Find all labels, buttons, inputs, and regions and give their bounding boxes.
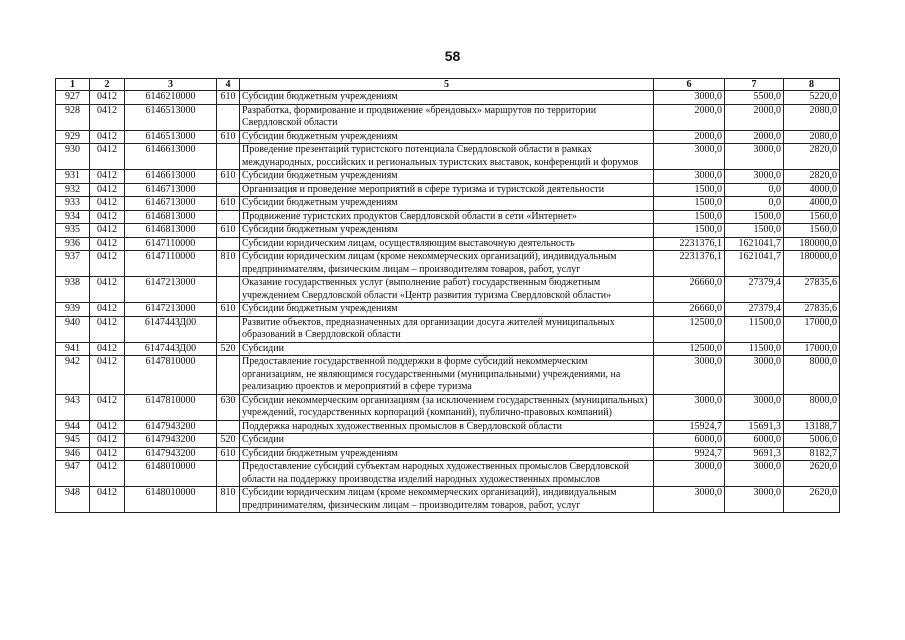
target-code-cell: 6146210000 bbox=[125, 91, 217, 105]
item-name-cell: Предоставление государственной поддержки в форме субсидий некоммерческим организациям, не являющимся государственными (муниципальными) учреждениями, на реализацию проектов и мероприятий в сфере туризма bbox=[240, 356, 654, 395]
table-row bbox=[56, 144, 840, 170]
expense-type-cell bbox=[217, 104, 240, 130]
amount-col7-cell: 1500,0 bbox=[725, 210, 784, 224]
budget-table bbox=[55, 78, 840, 513]
amount-col6-cell: 1500,0 bbox=[654, 183, 725, 197]
item-name-cell: Субсидии бюджетным учреждениям bbox=[240, 197, 654, 211]
target-code-cell: 614744ЗД00 bbox=[125, 316, 217, 342]
section-code-cell: 0412 bbox=[90, 316, 125, 342]
table-row bbox=[56, 434, 840, 448]
table-row bbox=[56, 394, 840, 420]
item-name-cell: Субсидии бюджетным учреждениям bbox=[240, 130, 654, 144]
amount-col8-cell: 17000,0 bbox=[784, 316, 840, 342]
table-row bbox=[56, 461, 840, 487]
amount-col7-cell: 11500,0 bbox=[725, 316, 784, 342]
item-name-cell: Субсидии юридическим лицам (кроме некоммерческих организаций), индивидуальным предпринимателям, физическим лицам – производителям товаров, работ, услуг bbox=[240, 487, 654, 513]
amount-col7-cell: 27379,4 bbox=[725, 303, 784, 317]
amount-col7-cell: 3000,0 bbox=[725, 394, 784, 420]
table-row bbox=[56, 183, 840, 197]
amount-col6-cell: 15924,7 bbox=[654, 420, 725, 434]
target-code-cell: 6146613000 bbox=[125, 144, 217, 170]
row-number-cell: 937 bbox=[56, 251, 90, 277]
header-cell: 3 bbox=[125, 79, 217, 91]
target-code-cell: 6147213000 bbox=[125, 303, 217, 317]
table-row bbox=[56, 303, 840, 317]
item-name-cell: Субсидии юридическим лицам (кроме некоммерческих организаций), индивидуальным предпринимателям, физическим лицам – производителям товаров, работ, услуг bbox=[240, 251, 654, 277]
expense-type-cell: 610 bbox=[217, 447, 240, 461]
row-number-cell: 935 bbox=[56, 224, 90, 238]
table-row bbox=[56, 316, 840, 342]
table-row bbox=[56, 197, 840, 211]
expense-type-cell: 630 bbox=[217, 394, 240, 420]
item-name-cell: Субсидии бюджетным учреждениям bbox=[240, 170, 654, 184]
target-code-cell: 6147810000 bbox=[125, 394, 217, 420]
section-code-cell: 0412 bbox=[90, 356, 125, 395]
item-name-cell: Разработка, формирование и продвижение «брендовых» маршрутов по территории Свердловской области bbox=[240, 104, 654, 130]
amount-col8-cell: 5220,0 bbox=[784, 91, 840, 105]
row-number-cell: 941 bbox=[56, 342, 90, 356]
section-code-cell: 0412 bbox=[90, 251, 125, 277]
section-code-cell: 0412 bbox=[90, 342, 125, 356]
target-code-cell: 6147943200 bbox=[125, 434, 217, 448]
table-row bbox=[56, 237, 840, 251]
amount-col8-cell: 2820,0 bbox=[784, 144, 840, 170]
expense-type-cell: 810 bbox=[217, 487, 240, 513]
expense-type-cell bbox=[217, 316, 240, 342]
expense-type-cell bbox=[217, 183, 240, 197]
target-code-cell: 6146513000 bbox=[125, 104, 217, 130]
table-row bbox=[56, 342, 840, 356]
amount-col8-cell: 180000,0 bbox=[784, 237, 840, 251]
amount-col6-cell: 3000,0 bbox=[654, 394, 725, 420]
amount-col6-cell: 6000,0 bbox=[654, 434, 725, 448]
expense-type-cell: 610 bbox=[217, 303, 240, 317]
table-row bbox=[56, 420, 840, 434]
amount-col6-cell: 3000,0 bbox=[654, 91, 725, 105]
item-name-cell: Организация и проведение мероприятий в сфере туризма и туристской деятельности bbox=[240, 183, 654, 197]
section-code-cell: 0412 bbox=[90, 130, 125, 144]
amount-col7-cell: 3000,0 bbox=[725, 170, 784, 184]
row-number-cell: 933 bbox=[56, 197, 90, 211]
expense-type-cell: 610 bbox=[217, 91, 240, 105]
section-code-cell: 0412 bbox=[90, 461, 125, 487]
amount-col8-cell: 8182,7 bbox=[784, 447, 840, 461]
amount-col7-cell: 9691,3 bbox=[725, 447, 784, 461]
amount-col6-cell: 3000,0 bbox=[654, 144, 725, 170]
amount-col8-cell: 2620,0 bbox=[784, 487, 840, 513]
amount-col8-cell: 27835,6 bbox=[784, 303, 840, 317]
amount-col6-cell: 2000,0 bbox=[654, 130, 725, 144]
amount-col6-cell: 3000,0 bbox=[654, 487, 725, 513]
item-name-cell: Субсидии bbox=[240, 434, 654, 448]
amount-col7-cell: 2000,0 bbox=[725, 104, 784, 130]
item-name-cell: Проведение презентаций туристского потенциала Свердловской области в рамках международных, российских и региональных туристских выставок, конференций и форумов bbox=[240, 144, 654, 170]
table-row bbox=[56, 356, 840, 395]
row-number-cell: 945 bbox=[56, 434, 90, 448]
section-code-cell: 0412 bbox=[90, 447, 125, 461]
amount-col6-cell: 9924,7 bbox=[654, 447, 725, 461]
item-name-cell: Субсидии юридическим лицам, осуществляющим выставочную деятельность bbox=[240, 237, 654, 251]
table-row bbox=[56, 277, 840, 303]
amount-col7-cell: 3000,0 bbox=[725, 144, 784, 170]
expense-type-cell: 810 bbox=[217, 251, 240, 277]
target-code-cell: 614744ЗД00 bbox=[125, 342, 217, 356]
expense-type-cell bbox=[217, 420, 240, 434]
target-code-cell: 6147943200 bbox=[125, 447, 217, 461]
target-code-cell: 6146713000 bbox=[125, 183, 217, 197]
amount-col8-cell: 8000,0 bbox=[784, 394, 840, 420]
item-name-cell: Субсидии некоммерческим организациям (за исключением государственных (муниципальных) учреждений, государственных корпораций (компаний), публично-правовых компаний) bbox=[240, 394, 654, 420]
expense-type-cell bbox=[217, 144, 240, 170]
expense-type-cell: 520 bbox=[217, 342, 240, 356]
amount-col8-cell: 17000,0 bbox=[784, 342, 840, 356]
item-name-cell: Субсидии бюджетным учреждениям bbox=[240, 91, 654, 105]
header-cell: 6 bbox=[654, 79, 725, 91]
expense-type-cell bbox=[217, 461, 240, 487]
amount-col8-cell: 4000,0 bbox=[784, 197, 840, 211]
amount-col8-cell: 2820,0 bbox=[784, 170, 840, 184]
expense-type-cell bbox=[217, 210, 240, 224]
section-code-cell: 0412 bbox=[90, 394, 125, 420]
row-number-cell: 932 bbox=[56, 183, 90, 197]
item-name-cell: Поддержка народных художественных промыслов в Свердловской области bbox=[240, 420, 654, 434]
table-row bbox=[56, 104, 840, 130]
section-code-cell: 0412 bbox=[90, 183, 125, 197]
section-code-cell: 0412 bbox=[90, 144, 125, 170]
expense-type-cell bbox=[217, 356, 240, 395]
target-code-cell: 6148010000 bbox=[125, 487, 217, 513]
target-code-cell: 6146513000 bbox=[125, 130, 217, 144]
item-name-cell: Развитие объектов, предназначенных для организации досуга жителей муниципальных образований в Свердловской области bbox=[240, 316, 654, 342]
amount-col6-cell: 12500,0 bbox=[654, 316, 725, 342]
section-code-cell: 0412 bbox=[90, 197, 125, 211]
item-name-cell: Субсидии bbox=[240, 342, 654, 356]
row-number-cell: 938 bbox=[56, 277, 90, 303]
row-number-cell: 929 bbox=[56, 130, 90, 144]
target-code-cell: 6147213000 bbox=[125, 277, 217, 303]
amount-col6-cell: 2231376,1 bbox=[654, 251, 725, 277]
target-code-cell: 6147110000 bbox=[125, 251, 217, 277]
item-name-cell: Субсидии бюджетным учреждениям bbox=[240, 447, 654, 461]
amount-col6-cell: 2000,0 bbox=[654, 104, 725, 130]
amount-col6-cell: 3000,0 bbox=[654, 461, 725, 487]
header-cell: 8 bbox=[784, 79, 840, 91]
target-code-cell: 6147110000 bbox=[125, 237, 217, 251]
section-code-cell: 0412 bbox=[90, 487, 125, 513]
row-number-cell: 944 bbox=[56, 420, 90, 434]
target-code-cell: 6146713000 bbox=[125, 197, 217, 211]
amount-col8-cell: 27835,6 bbox=[784, 277, 840, 303]
expense-type-cell: 610 bbox=[217, 170, 240, 184]
table-row bbox=[56, 130, 840, 144]
amount-col7-cell: 3000,0 bbox=[725, 356, 784, 395]
amount-col7-cell: 3000,0 bbox=[725, 461, 784, 487]
amount-col7-cell: 3000,0 bbox=[725, 487, 784, 513]
header-cell: 5 bbox=[240, 79, 654, 91]
row-number-cell: 946 bbox=[56, 447, 90, 461]
amount-col8-cell: 8000,0 bbox=[784, 356, 840, 395]
row-number-cell: 934 bbox=[56, 210, 90, 224]
amount-col7-cell: 6000,0 bbox=[725, 434, 784, 448]
header-cell: 4 bbox=[217, 79, 240, 91]
amount-col8-cell: 1560,0 bbox=[784, 210, 840, 224]
header-cell: 7 bbox=[725, 79, 784, 91]
table-row bbox=[56, 210, 840, 224]
expense-type-cell: 610 bbox=[217, 197, 240, 211]
amount-col7-cell: 2000,0 bbox=[725, 130, 784, 144]
amount-col6-cell: 26660,0 bbox=[654, 277, 725, 303]
expense-type-cell: 610 bbox=[217, 130, 240, 144]
row-number-cell: 940 bbox=[56, 316, 90, 342]
section-code-cell: 0412 bbox=[90, 237, 125, 251]
amount-col7-cell: 0,0 bbox=[725, 183, 784, 197]
amount-col8-cell: 2080,0 bbox=[784, 130, 840, 144]
target-code-cell: 6146813000 bbox=[125, 224, 217, 238]
table-row bbox=[56, 224, 840, 238]
amount-col6-cell: 1500,0 bbox=[654, 210, 725, 224]
header-cell: 2 bbox=[90, 79, 125, 91]
amount-col6-cell: 26660,0 bbox=[654, 303, 725, 317]
row-number-cell: 947 bbox=[56, 461, 90, 487]
amount-col7-cell: 1500,0 bbox=[725, 224, 784, 238]
section-code-cell: 0412 bbox=[90, 303, 125, 317]
row-number-cell: 943 bbox=[56, 394, 90, 420]
amount-col7-cell: 27379,4 bbox=[725, 277, 784, 303]
table-header-row bbox=[56, 79, 840, 91]
expense-type-cell bbox=[217, 277, 240, 303]
amount-col8-cell: 5006,0 bbox=[784, 434, 840, 448]
expense-type-cell bbox=[217, 237, 240, 251]
target-code-cell: 6148010000 bbox=[125, 461, 217, 487]
item-name-cell: Оказание государственных услуг (выполнение работ) государственным бюджетным учреждением Свердловской области «Центр развития туризма Свердловской области» bbox=[240, 277, 654, 303]
amount-col6-cell: 1500,0 bbox=[654, 224, 725, 238]
page-number: 58 bbox=[444, 48, 461, 64]
target-code-cell: 6147810000 bbox=[125, 356, 217, 395]
amount-col8-cell: 2620,0 bbox=[784, 461, 840, 487]
row-number-cell: 936 bbox=[56, 237, 90, 251]
item-name-cell: Субсидии бюджетным учреждениям bbox=[240, 224, 654, 238]
amount-col8-cell: 4000,0 bbox=[784, 183, 840, 197]
amount-col7-cell: 11500,0 bbox=[725, 342, 784, 356]
expense-type-cell: 610 bbox=[217, 224, 240, 238]
amount-col6-cell: 2231376,1 bbox=[654, 237, 725, 251]
section-code-cell: 0412 bbox=[90, 277, 125, 303]
row-number-cell: 948 bbox=[56, 487, 90, 513]
target-code-cell: 6146813000 bbox=[125, 210, 217, 224]
table-row bbox=[56, 170, 840, 184]
amount-col8-cell: 1560,0 bbox=[784, 224, 840, 238]
row-number-cell: 930 bbox=[56, 144, 90, 170]
target-code-cell: 6147943200 bbox=[125, 420, 217, 434]
section-code-cell: 0412 bbox=[90, 91, 125, 105]
row-number-cell: 942 bbox=[56, 356, 90, 395]
amount-col7-cell: 1621041,7 bbox=[725, 251, 784, 277]
row-number-cell: 928 bbox=[56, 104, 90, 130]
item-name-cell: Предоставление субсидий субъектам народных художественных промыслов Свердловской области на поддержку производства изделий народных художественных промыслов bbox=[240, 461, 654, 487]
section-code-cell: 0412 bbox=[90, 434, 125, 448]
section-code-cell: 0412 bbox=[90, 420, 125, 434]
table-row bbox=[56, 447, 840, 461]
row-number-cell: 939 bbox=[56, 303, 90, 317]
amount-col8-cell: 13188,7 bbox=[784, 420, 840, 434]
amount-col6-cell: 1500,0 bbox=[654, 197, 725, 211]
amount-col8-cell: 2080,0 bbox=[784, 104, 840, 130]
section-code-cell: 0412 bbox=[90, 170, 125, 184]
amount-col7-cell: 5500,0 bbox=[725, 91, 784, 105]
item-name-cell: Субсидии бюджетным учреждениям bbox=[240, 303, 654, 317]
row-number-cell: 927 bbox=[56, 91, 90, 105]
amount-col6-cell: 3000,0 bbox=[654, 356, 725, 395]
table-row bbox=[56, 251, 840, 277]
section-code-cell: 0412 bbox=[90, 210, 125, 224]
header-cell: 1 bbox=[56, 79, 90, 91]
target-code-cell: 6146613000 bbox=[125, 170, 217, 184]
section-code-cell: 0412 bbox=[90, 104, 125, 130]
amount-col6-cell: 3000,0 bbox=[654, 170, 725, 184]
amount-col7-cell: 15691,3 bbox=[725, 420, 784, 434]
table-row bbox=[56, 91, 840, 105]
amount-col7-cell: 1621041,7 bbox=[725, 237, 784, 251]
amount-col8-cell: 180000,0 bbox=[784, 251, 840, 277]
table-row bbox=[56, 487, 840, 513]
item-name-cell: Продвижение туристских продуктов Свердловской области в сети «Интернет» bbox=[240, 210, 654, 224]
amount-col6-cell: 12500,0 bbox=[654, 342, 725, 356]
row-number-cell: 931 bbox=[56, 170, 90, 184]
section-code-cell: 0412 bbox=[90, 224, 125, 238]
amount-col7-cell: 0,0 bbox=[725, 197, 784, 211]
expense-type-cell: 520 bbox=[217, 434, 240, 448]
